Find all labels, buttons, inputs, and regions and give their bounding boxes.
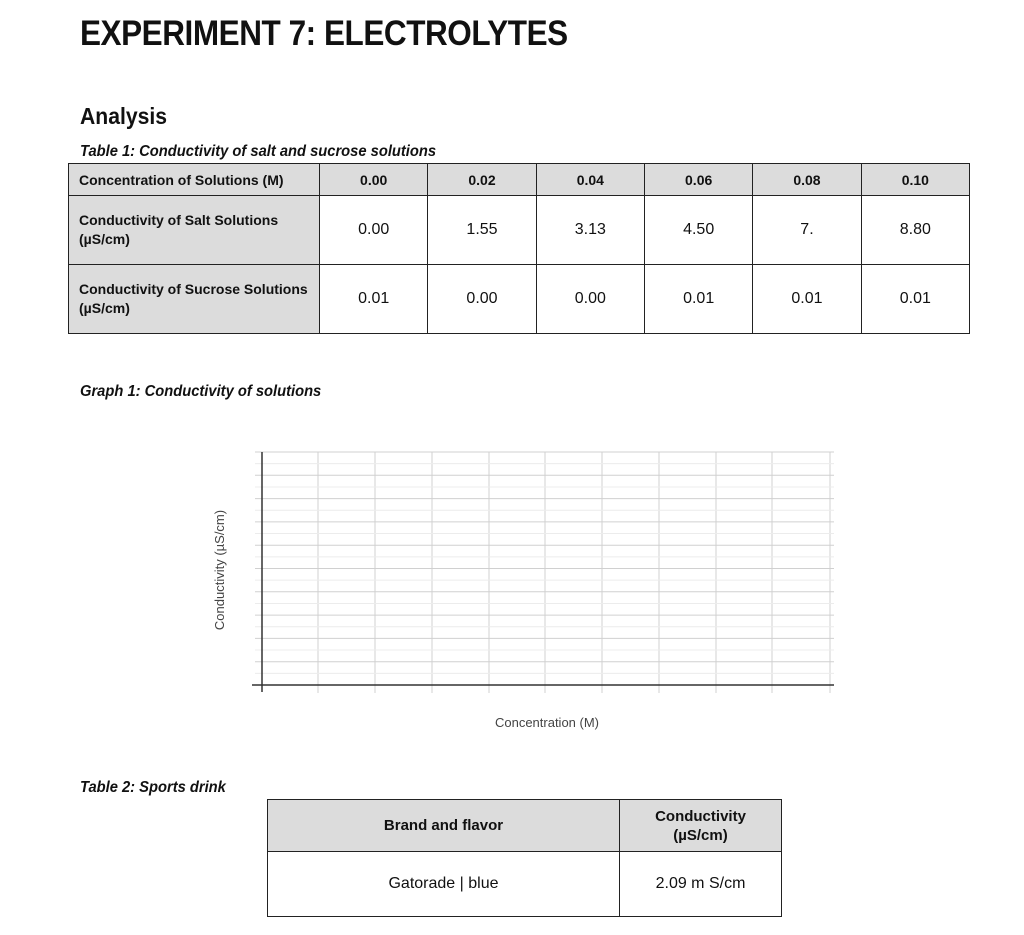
table1-caption: Table 1: Conductivity of salt and sucrose solutions xyxy=(80,143,437,160)
table-cell: 1.55 xyxy=(428,196,536,265)
section-heading: Analysis xyxy=(80,103,168,129)
header-cell: Brand and flavor xyxy=(268,800,620,852)
row-label xyxy=(69,265,320,334)
table-cell: 0.01 xyxy=(753,265,861,334)
graph-caption: Graph 1: Conductivity of solutions xyxy=(80,383,322,400)
header-cell: Concentration of Solutions (M) xyxy=(69,164,320,196)
page-title: EXPERIMENT 7: ELECTROLYTES xyxy=(80,14,568,53)
row-label xyxy=(69,196,320,265)
table-header-row xyxy=(268,800,782,852)
table-cell: 7. xyxy=(753,196,861,265)
header-cell xyxy=(620,800,782,852)
header-unit: (µS/cm) xyxy=(673,826,728,844)
y-axis-label: Conductivity (µS/cm) xyxy=(212,509,227,631)
table-header-row xyxy=(69,164,970,196)
x-axis-label: Concentration (M) xyxy=(494,715,600,730)
table-cell: 0.01 xyxy=(320,265,428,334)
header-cell: 0.00 xyxy=(320,164,428,196)
table-cell: 2.09 m S/cm xyxy=(620,852,782,917)
table-cell: 0.00 xyxy=(320,196,428,265)
row-label-unit: (µS/cm) xyxy=(79,231,130,247)
conductivity-table xyxy=(68,163,970,334)
table-cell: 3.13 xyxy=(536,196,644,265)
table-cell: 0.01 xyxy=(861,265,969,334)
table-row xyxy=(69,196,970,265)
header-cell: 0.10 xyxy=(861,164,969,196)
table-cell: 0.00 xyxy=(428,265,536,334)
sports-drink-table xyxy=(267,799,782,917)
graph-grid xyxy=(255,452,834,693)
table-row xyxy=(69,265,970,334)
row-label-unit: (µS/cm) xyxy=(79,300,130,316)
table-cell: 0.00 xyxy=(536,265,644,334)
table-cell: 0.01 xyxy=(644,265,752,334)
header-line: Conductivity xyxy=(655,807,746,825)
table-row xyxy=(268,852,782,917)
table-cell: 4.50 xyxy=(644,196,752,265)
table-cell: Gatorade | blue xyxy=(268,852,620,917)
header-cell: 0.02 xyxy=(428,164,536,196)
row-label-line: Conductivity of Salt Solutions xyxy=(79,212,279,228)
header-cell: 0.04 xyxy=(536,164,644,196)
header-cell: 0.08 xyxy=(753,164,861,196)
table2-caption: Table 2: Sports drink xyxy=(80,779,226,796)
row-label-line: Conductivity of Sucrose Solutions xyxy=(79,281,308,297)
table-cell: 8.80 xyxy=(861,196,969,265)
header-cell: 0.06 xyxy=(644,164,752,196)
